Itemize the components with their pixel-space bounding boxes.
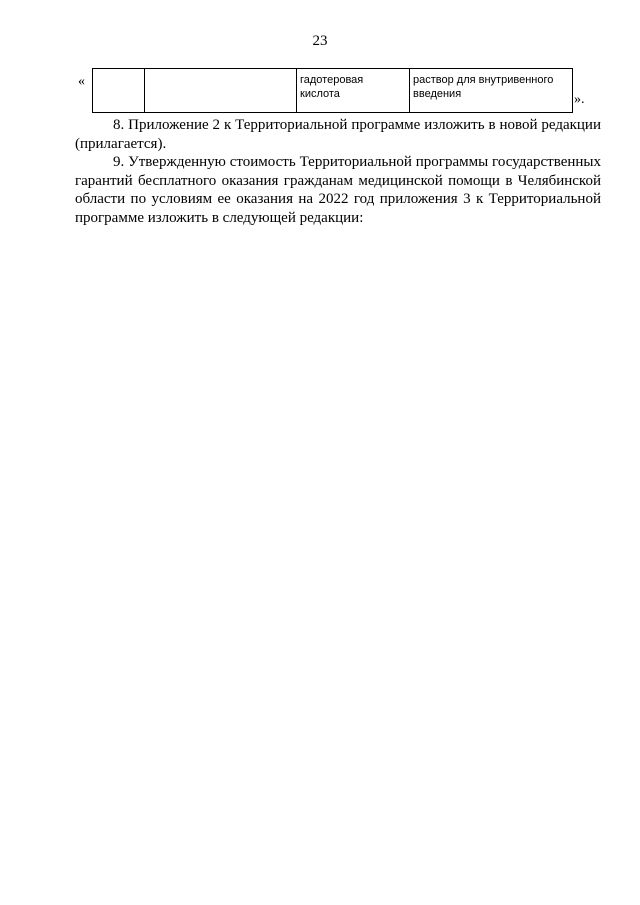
table-cell-drug-name: гадотеровая кислота xyxy=(297,69,410,113)
table-row xyxy=(93,69,573,113)
close-quote: ». xyxy=(574,92,585,107)
open-quote: « xyxy=(78,74,85,89)
paragraph-9: 9. Утвержденную стоимость Территориальной программы государственных гарантий бесплатного оказания гражданам медицинской помощи в Челябинской области по условиям ее оказания на 2022 год приложения 3 к Территориальной программе изложить в следующей редакции: xyxy=(75,154,601,226)
page-number: 23 xyxy=(312,33,328,49)
paragraph-8: 8. Приложение 2 к Территориальной программе изложить в новой редакции (прилагается). xyxy=(75,117,601,152)
body-text xyxy=(75,116,601,227)
table-cell-number xyxy=(93,69,145,113)
table-cell-code xyxy=(145,69,297,113)
table-cell-dosage-form: раствор для внутривенного введения xyxy=(410,69,573,113)
drug-table xyxy=(92,68,573,113)
